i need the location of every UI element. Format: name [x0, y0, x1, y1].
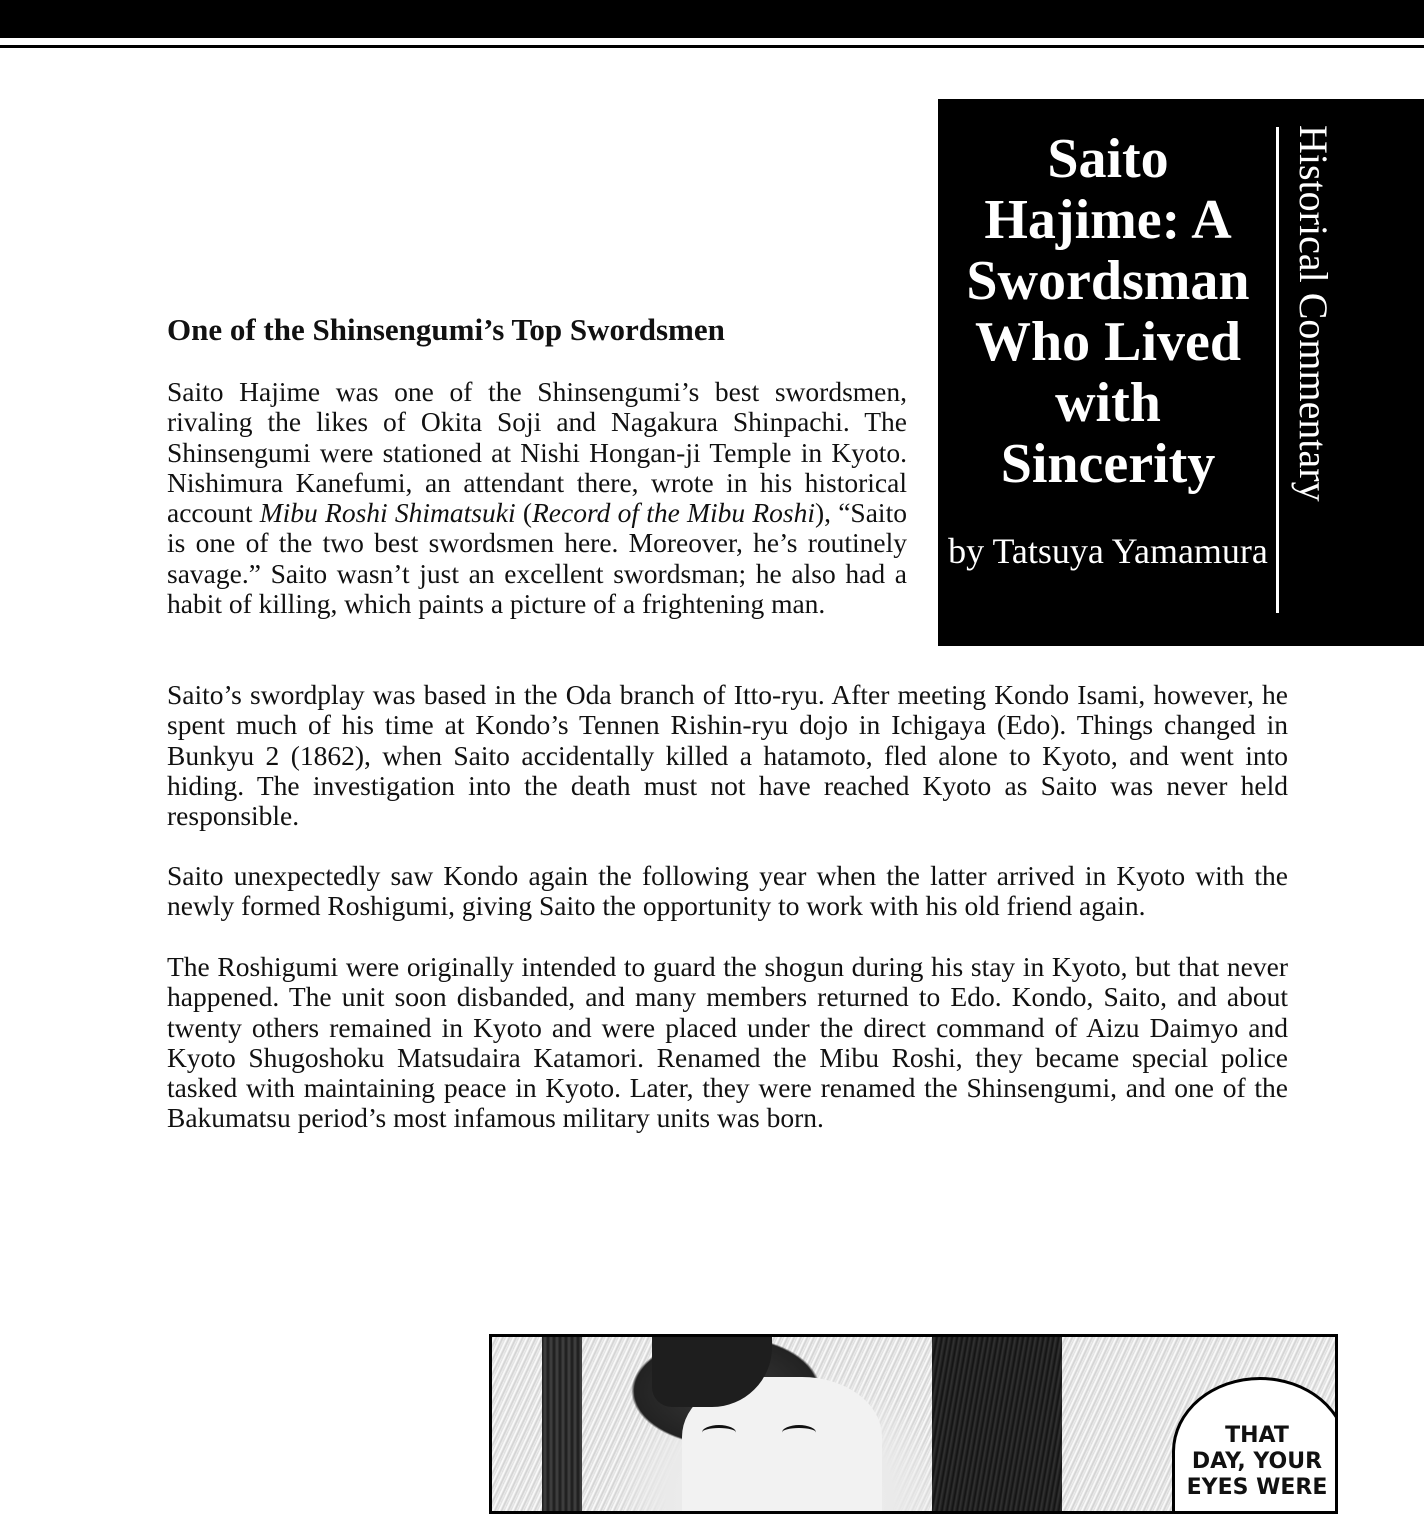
- panel-character: [582, 1337, 942, 1514]
- manga-panel: [489, 1334, 1338, 1514]
- panel-shadow-left: [542, 1337, 582, 1514]
- author-byline: by Tatsuya Yamamura: [948, 531, 1268, 571]
- article-title: Saito Hajime: A Swordsman Who Lived with Sincerity: [966, 128, 1250, 495]
- section-heading: One of the Shinsengumi’s Top Swordsmen: [167, 312, 725, 347]
- paragraph-2: Saito’s swordplay was based in the Oda branch of Itto-ryu. After meeting Kondo Isami, however, he spent much of his time at Kondo’s Tennen Rishin-ryu dojo in Ichigaya (Edo). Things changed in Bunkyu 2 (1862), when Saito accidentally killed a hatamoto, fled alone to Kyoto, and went into hiding. The investigation into the death must not have reached Kyoto as Saito was never held responsible.: [167, 679, 1288, 832]
- character-eye-right: [782, 1425, 816, 1440]
- section-label: Historical Commentary: [1291, 125, 1336, 502]
- book-title-translation: Record of the Mibu Roshi: [531, 497, 815, 529]
- title-box: [938, 99, 1424, 646]
- paragraph-1: [167, 377, 907, 619]
- title-divider: [1276, 127, 1279, 613]
- paragraph-1-text-c: ), “Saito is one of the two best swordsmen here. Moreover, he’s routinely savage.” Saito wasn’t just an excellent swordsman; he also had a habit of killing, which paints a picture of a frightening man.: [167, 497, 907, 620]
- speech-text: THAT DAY, YOUR EYES WERE: [1186, 1423, 1328, 1500]
- character-eye-left: [702, 1425, 736, 1440]
- paragraph-1-text-a: Saito Hajime was one of the Shinsengumi’s best swordsmen, rivaling the likes of Okita Soji and Nagakura Shinpachi. The Shinsengumi were stationed at Nishi Hongan-ji Temple in Kyoto. Nishimura Kanefumi, an attendant there, wrote in his historical account: [167, 376, 907, 529]
- top-rule-line: [0, 45, 1424, 48]
- paragraph-1-text-b: (: [515, 497, 532, 529]
- panel-shadow-right: [932, 1337, 1062, 1514]
- book-title: Mibu Roshi Shimatsuki: [259, 497, 516, 529]
- paragraph-4: The Roshigumi were originally intended to guard the shogun during his stay in Kyoto, but that never happened. The unit soon disbanded, and many members returned to Edo. Kondo, Saito, and about twenty others remained in Kyoto and were placed under the direct command of Aizu Daimyo and Kyoto Shugoshoku Matsudaira Katamori. Renamed the Mibu Roshi, they became special police tasked with maintaining peace in Kyoto. Later, they were renamed the Shinsengumi, and one of the Bakumatsu period’s most infamous military units was born.: [167, 951, 1288, 1134]
- top-black-bar: [0, 0, 1424, 38]
- paragraph-3: Saito unexpectedly saw Kondo again the following year when the latter arrived in Kyoto with the newly formed Roshigumi, giving Saito the opportunity to work with his old friend again.: [167, 860, 1288, 922]
